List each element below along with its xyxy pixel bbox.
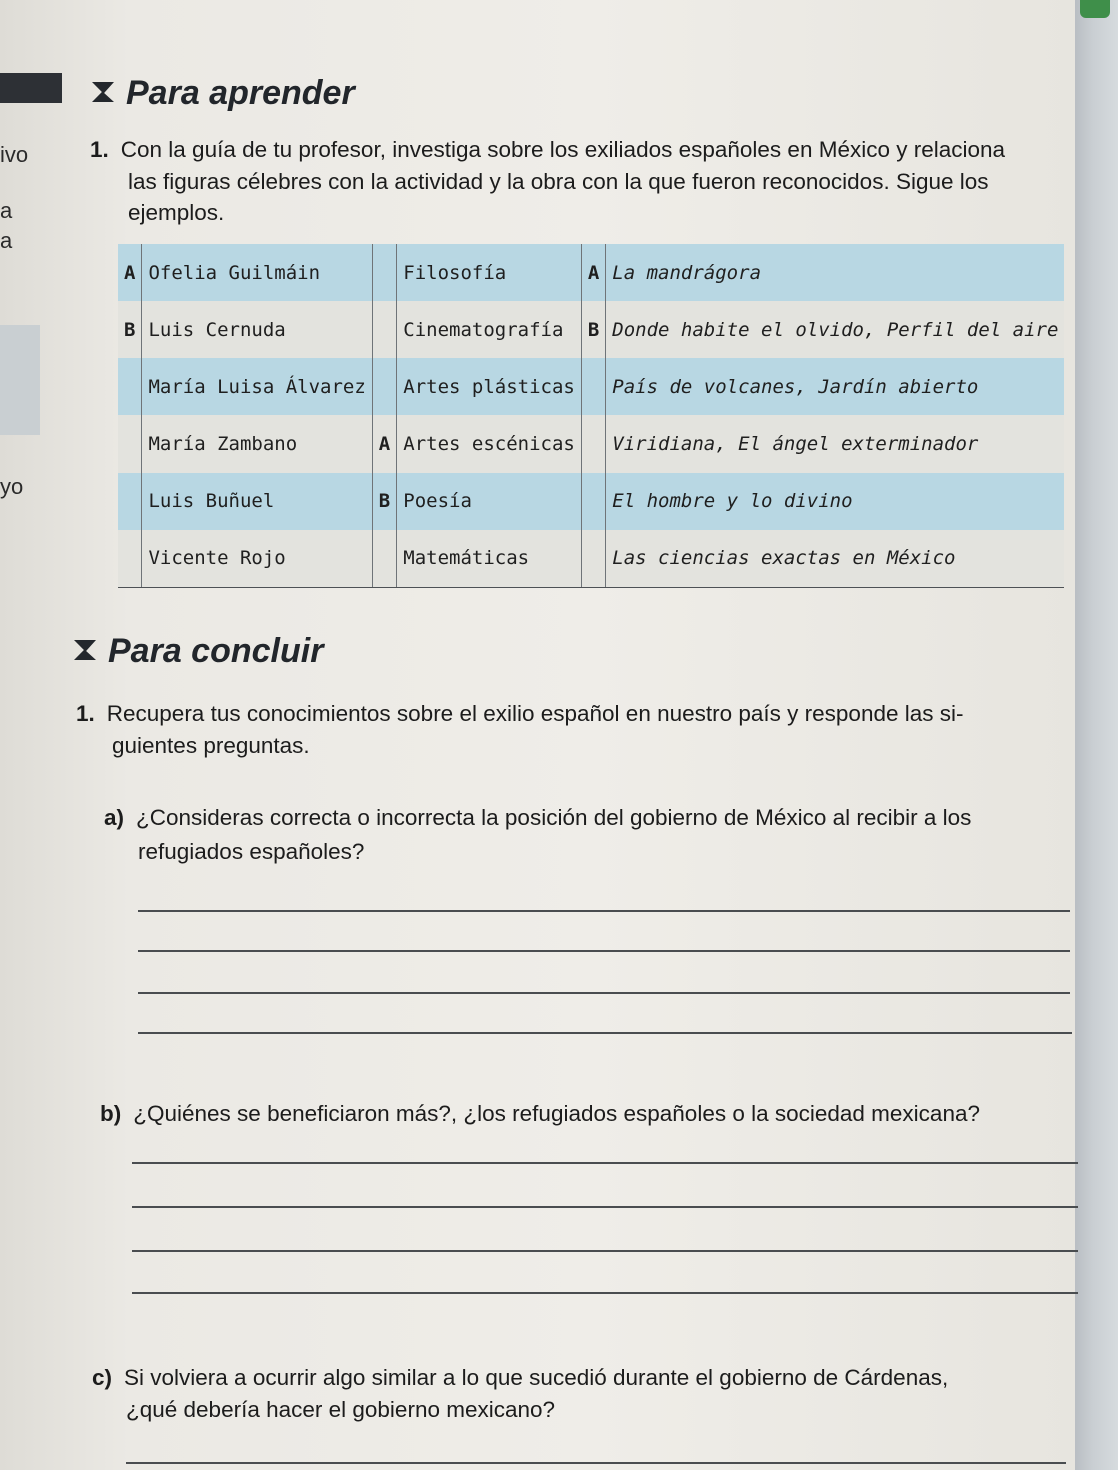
answer-line[interactable] [132, 1250, 1078, 1252]
person-name: Luis Buñuel [142, 473, 372, 530]
margin-dark-bar [0, 73, 62, 103]
table-row [118, 358, 1064, 415]
table-row [118, 530, 1064, 588]
row-letter [118, 415, 142, 472]
question-a [104, 802, 971, 834]
question-c [92, 1362, 948, 1394]
section-marker-icon [74, 640, 96, 660]
person-name: Vicente Rojo [142, 530, 372, 588]
section-heading-para-concluir [74, 632, 323, 671]
row-letter: B [118, 301, 142, 358]
activity: Artes escénicas [397, 415, 582, 472]
answer-line[interactable] [132, 1206, 1078, 1208]
answer-line[interactable] [132, 1162, 1078, 1164]
question-text-cont: refugiados españoles? [138, 839, 365, 864]
section-title: Para concluir [108, 632, 324, 670]
row-letter [118, 530, 142, 588]
activity-letter [581, 530, 605, 588]
answer-letter[interactable] [372, 358, 396, 415]
matching-table [118, 244, 1064, 588]
person-name: Ofelia Guilmáin [142, 244, 372, 301]
answer-letter[interactable]: B [372, 473, 396, 530]
table-row [118, 301, 1064, 358]
margin-text: yo [0, 474, 24, 499]
answer-line[interactable] [138, 910, 1070, 912]
work-title: Donde habite el olvido, Perfil del aire [606, 301, 1065, 358]
activity-letter: A [581, 244, 605, 301]
person-name: María Luisa Álvarez [142, 358, 372, 415]
activity-letter [581, 358, 605, 415]
person-name: Luis Cernuda [142, 301, 372, 358]
work-title: Viridiana, El ángel exterminador [606, 415, 1065, 472]
activity: Cinematografía [397, 301, 582, 358]
item-number: 1. [90, 137, 109, 162]
instruction-line: guientes preguntas. [112, 733, 310, 758]
table-row [118, 473, 1064, 530]
activity-letter [581, 473, 605, 530]
margin-text: a [0, 198, 13, 223]
answer-letter[interactable] [372, 301, 396, 358]
table-row [118, 244, 1064, 301]
answer-line[interactable] [126, 1462, 1066, 1464]
answer-letter[interactable] [372, 530, 396, 588]
activity: Matemáticas [397, 530, 582, 588]
activity: Artes plásticas [397, 358, 582, 415]
margin-text: ivo [0, 142, 29, 167]
question-label: a) [104, 805, 125, 830]
answer-line[interactable] [138, 1032, 1072, 1034]
instruction-line [90, 134, 1005, 166]
activity: Poesía [397, 473, 582, 530]
question-text: ¿Consideras correcta o incorrecta la posición del gobierno de México al recibir a los [136, 805, 972, 830]
work-title: El hombre y lo divino [606, 473, 1065, 530]
question-text-cont: ¿qué debería hacer el gobierno mexicano? [126, 1397, 556, 1422]
instruction-line: ejemplos. [128, 200, 225, 225]
table-row [118, 415, 1064, 472]
margin-text: a [0, 228, 13, 253]
activity-letter: B [581, 301, 605, 358]
activity: Filosofía [397, 244, 582, 301]
section-title: Para aprender [126, 74, 355, 112]
activity-letter [581, 415, 605, 472]
instruction-text: Con la guía de tu profesor, investiga sobre los exiliados españoles en México y relaciona [120, 137, 1006, 162]
section-heading-para-aprender [92, 74, 355, 113]
question-b [100, 1098, 980, 1130]
instruction-text: Recupera tus conocimientos sobre el exilio español en nuestro país y responde las si- [106, 701, 964, 726]
row-letter: A [118, 244, 142, 301]
instruction-line: las figuras célebres con la actividad y la obra con la que fueron reconocidos. Sigue los [128, 169, 989, 194]
row-letter [118, 473, 142, 530]
work-title: País de volcanes, Jardín abierto [606, 358, 1065, 415]
section-marker-icon [92, 82, 114, 102]
row-letter [118, 358, 142, 415]
item-number: 1. [76, 701, 95, 726]
page-edge-shadow [1075, 0, 1118, 1470]
work-title: La mandrágora [606, 244, 1065, 301]
green-tab [1080, 0, 1110, 18]
work-title: Las ciencias exactas en México [606, 530, 1065, 588]
answer-letter[interactable] [372, 244, 396, 301]
answer-letter[interactable]: A [372, 415, 396, 472]
answer-line[interactable] [138, 992, 1070, 994]
instruction-line [76, 698, 964, 730]
person-name: María Zambano [142, 415, 372, 472]
answer-line[interactable] [138, 950, 1070, 952]
answer-line[interactable] [132, 1292, 1078, 1294]
question-label: c) [92, 1365, 113, 1390]
question-label: b) [100, 1101, 122, 1126]
margin-tab [0, 325, 40, 435]
question-text: ¿Quiénes se beneficiaron más?, ¿los refugiados españoles o la sociedad mexicana? [133, 1101, 980, 1126]
question-text: Si volviera a ocurrir algo similar a lo que sucedió durante el gobierno de Cárdenas, [124, 1365, 949, 1390]
